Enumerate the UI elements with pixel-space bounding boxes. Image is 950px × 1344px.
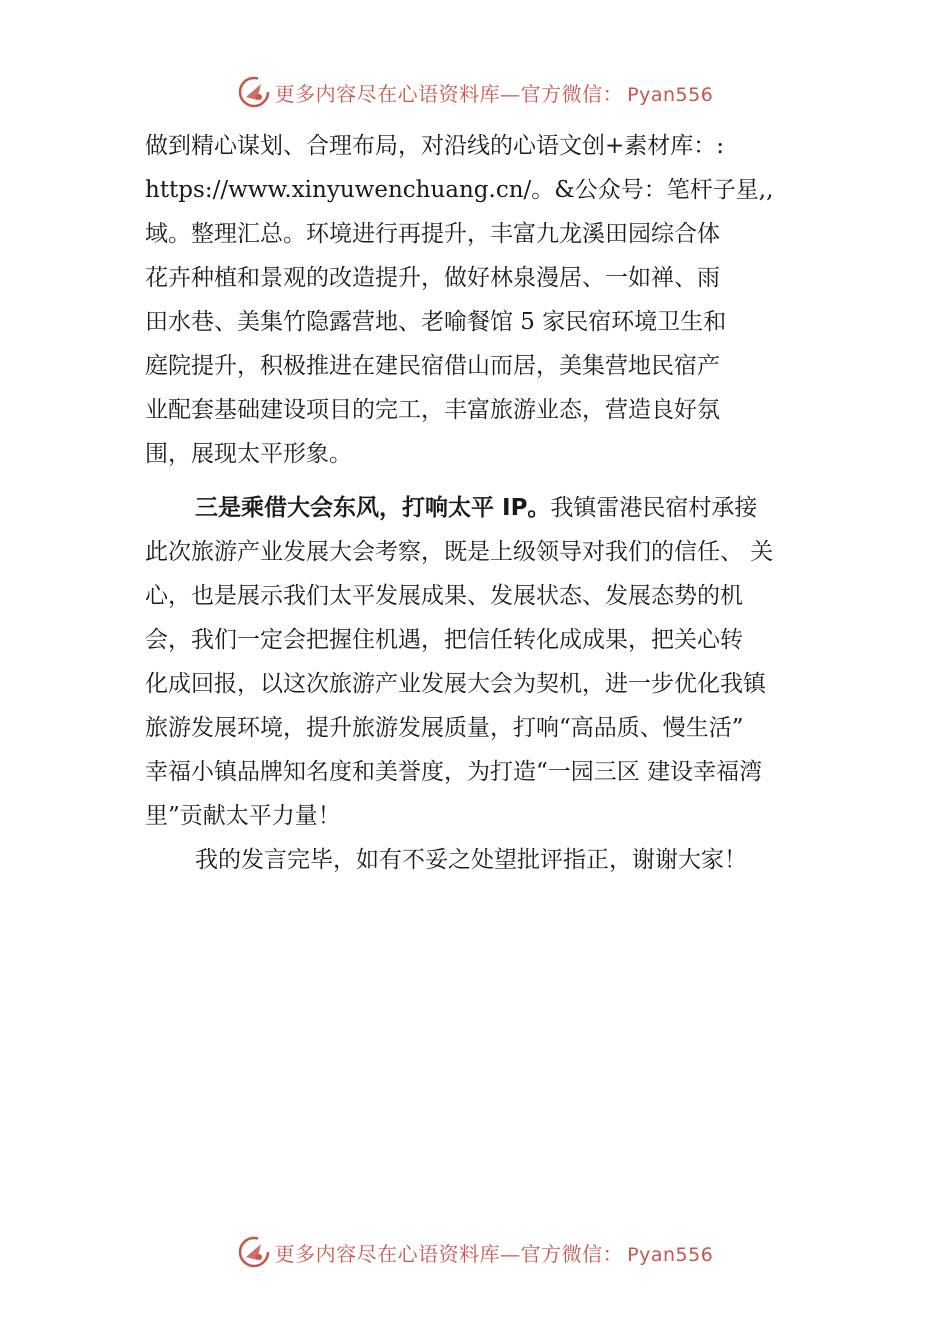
watermark-text: 更多内容尽在心语资料库—官方微信： xyxy=(274,81,624,106)
brand-logo-icon xyxy=(237,1235,271,1269)
text-line: 幸福小镇品牌知名度和美誉度，为打造“一园三区 建设幸福湾 xyxy=(145,759,763,785)
watermark-text: 更多内容尽在心语资料库—官方微信： xyxy=(274,1241,624,1266)
text-line: 此次旅游产业发展大会考察，既是上级领导对我们的信任、 关 xyxy=(145,539,774,565)
text-line: 围，展现太平形象。 xyxy=(145,441,352,467)
text-line: 田水巷、美集竹隐露营地、老喻餐馆 5 家民宿环境卫生和 xyxy=(145,309,727,335)
text-line: 里”贡献太平力量！ xyxy=(145,803,341,829)
watermark-handle: Pyan556 xyxy=(627,83,714,106)
text-line: 心，也是展示我们太平发展成果、发展状态、发展态势的机 xyxy=(145,583,743,609)
footer-watermark xyxy=(0,1230,950,1274)
text-line: 域。整理汇总。环境进行再提升，丰富九龙溪田园综合体 xyxy=(145,221,720,247)
text-line: 化成回报，以这次旅游产业发展大会为契机，进一步优化我镇 xyxy=(145,671,766,697)
text-line: 做到精心谋划、合理布局，对沿线的心语文创+素材库：: xyxy=(145,133,725,159)
text-span: 我镇雷港民宿村承接 xyxy=(550,495,758,521)
text-line: 旅游发展环境，提升旅游发展质量，打响“高品质、慢生活” xyxy=(145,715,744,741)
closing-line xyxy=(145,838,820,882)
paragraph-heading: 三是乘借大会东风，打响太平 IP。 xyxy=(195,495,551,521)
text-line: 业配套基础建设项目的完工，丰富旅游业态，营造良好氛 xyxy=(145,397,720,423)
header-watermark xyxy=(0,70,950,114)
paragraph-heading-line xyxy=(145,486,820,530)
text-line: 花卉种植和景观的改造提升，做好林泉漫居、一如禅、雨 xyxy=(145,265,720,291)
text-line: https://www.xinyuwenchuang.cn/。&公众号：笔杆子星,, xyxy=(145,177,774,203)
text-line: 庭院提升，积极推进在建民宿借山而居，美集营地民宿产 xyxy=(145,353,720,379)
document-body xyxy=(145,124,820,882)
watermark-handle: Pyan556 xyxy=(627,1243,714,1266)
text-line: 会，我们一定会把握住机遇，把信任转化成成果，把关心转 xyxy=(145,627,743,653)
brand-logo-icon xyxy=(237,75,271,109)
closing-text: 我的发言完毕，如有不妥之处望批评指正，谢谢大家！ xyxy=(195,847,747,873)
